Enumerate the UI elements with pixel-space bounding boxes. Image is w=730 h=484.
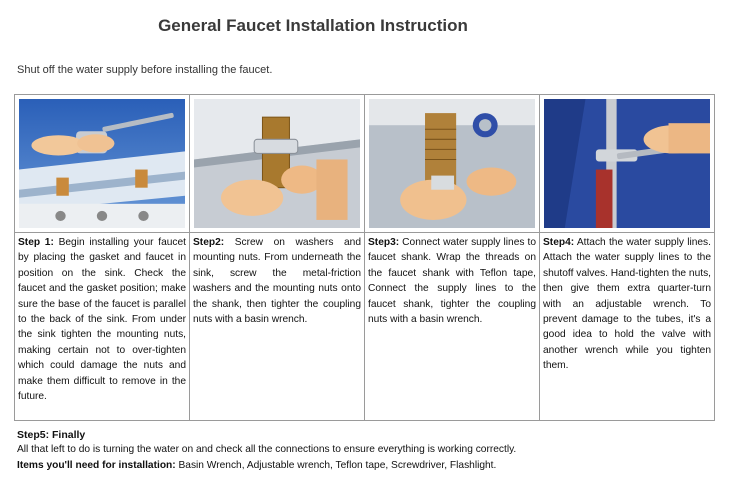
step3-illustration bbox=[369, 99, 535, 228]
items-needed bbox=[17, 460, 496, 471]
step1-text-cell bbox=[15, 233, 190, 421]
step3-text: Connect water supply lines to faucet shank. Wrap the threads on the faucet shank with Teflon tape, Connect the supply lines to the faucet shank, tighter the coupling nuts with a basin wrench. bbox=[368, 237, 536, 326]
step4-illustration bbox=[544, 99, 710, 228]
step1-illustration bbox=[19, 99, 185, 228]
text-row bbox=[15, 233, 715, 421]
items-list: Basin Wrench, Adjustable wrench, Teflon tape, Screwdriver, Flashlight. bbox=[175, 460, 497, 471]
step1-image-cell bbox=[15, 95, 190, 233]
step4-image-cell bbox=[540, 95, 715, 233]
steps-table bbox=[14, 94, 715, 421]
step2-image-cell bbox=[190, 95, 365, 233]
step1-label: Step 1: bbox=[18, 237, 54, 248]
step5-text: All that left to do is turning the water on and check all the connections to ensure everything is working correctly. bbox=[17, 444, 517, 455]
step2-text: Screw on washers and mounting nuts. From underneath the sink, screw the metal-friction washers and the mounting nuts onto the shank, then tighter the coupling nuts with a basin wrench. bbox=[193, 237, 361, 326]
step4-text: Attach the water supply lines. Attach the water supply lines to the shutoff valves. Hand-tighten the nuts, then give them extra quarter-turn with an adjustable wrench. To prevent damage to the tubes, it's a good idea to hold the valve with another wrench while you tighten them. bbox=[543, 237, 712, 372]
step2-text-cell bbox=[190, 233, 365, 421]
step4-label: Step4: bbox=[543, 237, 575, 248]
intro-note: Shut off the water supply before installing the faucet. bbox=[17, 64, 273, 76]
step2-illustration bbox=[194, 99, 360, 228]
step3-label: Step3: bbox=[368, 237, 400, 248]
step3-text-cell bbox=[365, 233, 540, 421]
step4-text-cell bbox=[540, 233, 715, 421]
step1-text: Begin installing your faucet by placing the gasket and faucet in position on the sink. Check the faucet and the gasket position; make sure the base of the faucet is parallel to the back of the sink. From under the sink tighten the mounting nuts, making certain not to over-tighten which could damage the nuts and make them difficult to remove in the future. bbox=[18, 237, 186, 403]
step2-label: Step2: bbox=[193, 237, 225, 248]
page-title: General Faucet Installation Instruction bbox=[158, 16, 468, 35]
step5-heading: Step5: Finally bbox=[17, 429, 86, 441]
image-row bbox=[15, 95, 715, 233]
step3-image-cell bbox=[365, 95, 540, 233]
items-label: Items you'll need for installation: bbox=[17, 460, 176, 471]
